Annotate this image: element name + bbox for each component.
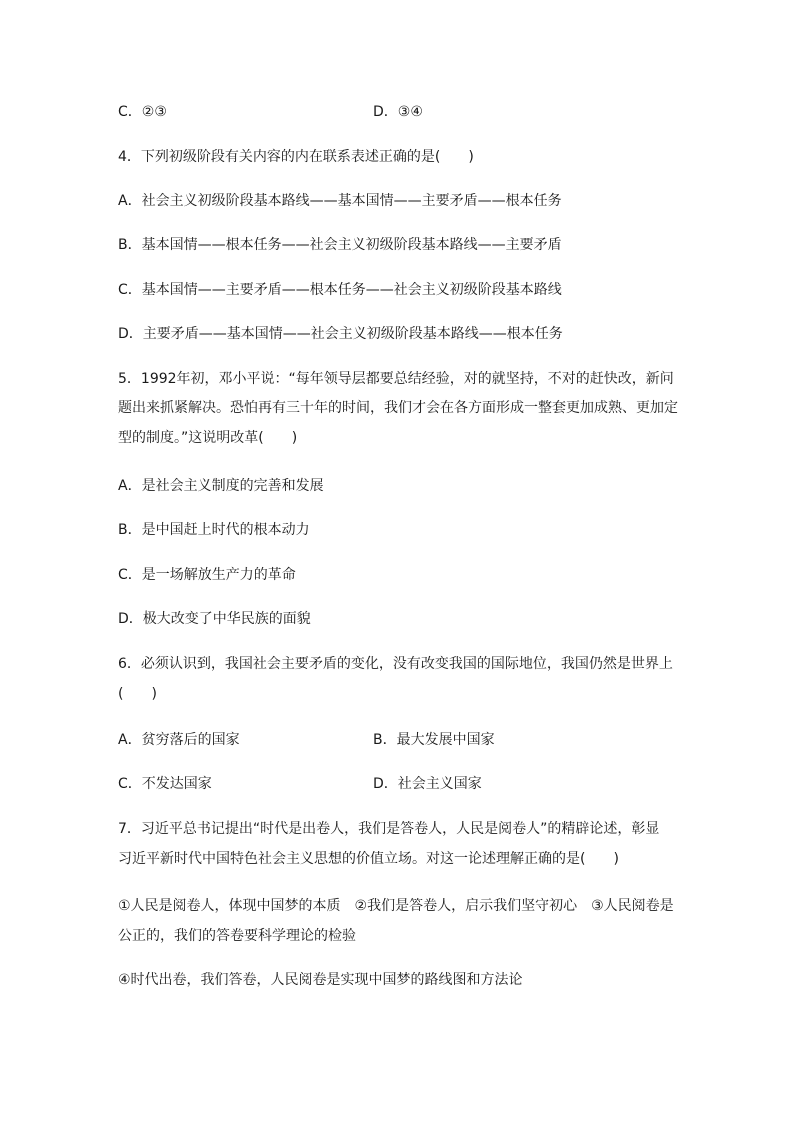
q7-item-line-3: ④时代出卷，我们答卷，人民阅卷是实现中国梦的路线图和方法论 xyxy=(118,972,523,988)
q6-option-d: D．社会主义国家 xyxy=(373,776,482,792)
q7-stem-line-1: 7．习近平总书记提出“时代是出卷人，我们是答卷人，人民是阅卷人”的精辟论述，彰显 xyxy=(118,821,660,837)
q5-stem-line-1: 5．1992年初，邓小平说：“每年领导层都要总结经验，对的就坚持，不对的赶快改，新问 xyxy=(118,371,674,387)
q5-stem-line-2: 题出来抓紧解决。恐怕再有三十年的时间，我们才会在各方面形成一整套更加成熟、更加定 xyxy=(118,400,678,416)
q7-stem-line-2: 习近平新时代中国特色社会主义思想的价值立场。对这一论述理解正确的是( ) xyxy=(118,851,619,867)
q5-option-d: D．极大改变了中华民族的面貌 xyxy=(118,611,311,627)
q4-option-d: D．主要矛盾——基本国情——社会主义初级阶段基本路线——根本任务 xyxy=(118,326,563,342)
q5-option-b: B．是中国赶上时代的根本动力 xyxy=(118,522,310,538)
q6-option-c: C．不发达国家 xyxy=(118,776,212,792)
q4-option-c: C．基本国情——主要矛盾——根本任务——社会主义初级阶段基本路线 xyxy=(118,282,562,298)
q3-option-c: C．②③ xyxy=(118,104,167,120)
q4-option-b: B．基本国情——根本任务——社会主义初级阶段基本路线——主要矛盾 xyxy=(118,237,562,253)
q6-option-a: A．贫穷落后的国家 xyxy=(118,732,240,748)
q6-option-b: B．最大发展中国家 xyxy=(373,732,495,748)
q4-option-a: A．社会主义初级阶段基本路线——基本国情——主要矛盾——根本任务 xyxy=(118,193,562,209)
q4-stem: 4．下列初级阶段有关内容的内在联系表述正确的是( ) xyxy=(118,149,474,165)
q6-stem-line-1: 6．必须认识到，我国社会主要矛盾的变化，没有改变我国的国际地位，我国仍然是世界上 xyxy=(118,656,673,672)
q3-option-d: D．③④ xyxy=(373,104,423,120)
q7-item-line-1: ①人民是阅卷人，体现中国梦的本质 ②我们是答卷人，启示我们坚守初心 ③人民阅卷是 xyxy=(118,898,674,914)
q5-option-a: A．是社会主义制度的完善和发展 xyxy=(118,478,324,494)
q6-stem-line-2: ( ) xyxy=(118,686,157,702)
q5-option-c: C．是一场解放生产力的革命 xyxy=(118,567,296,583)
q7-item-line-2: 公正的，我们的答卷要科学理论的检验 xyxy=(118,928,356,944)
q5-stem-line-3: 型的制度。”这说明改革( ) xyxy=(118,430,298,446)
